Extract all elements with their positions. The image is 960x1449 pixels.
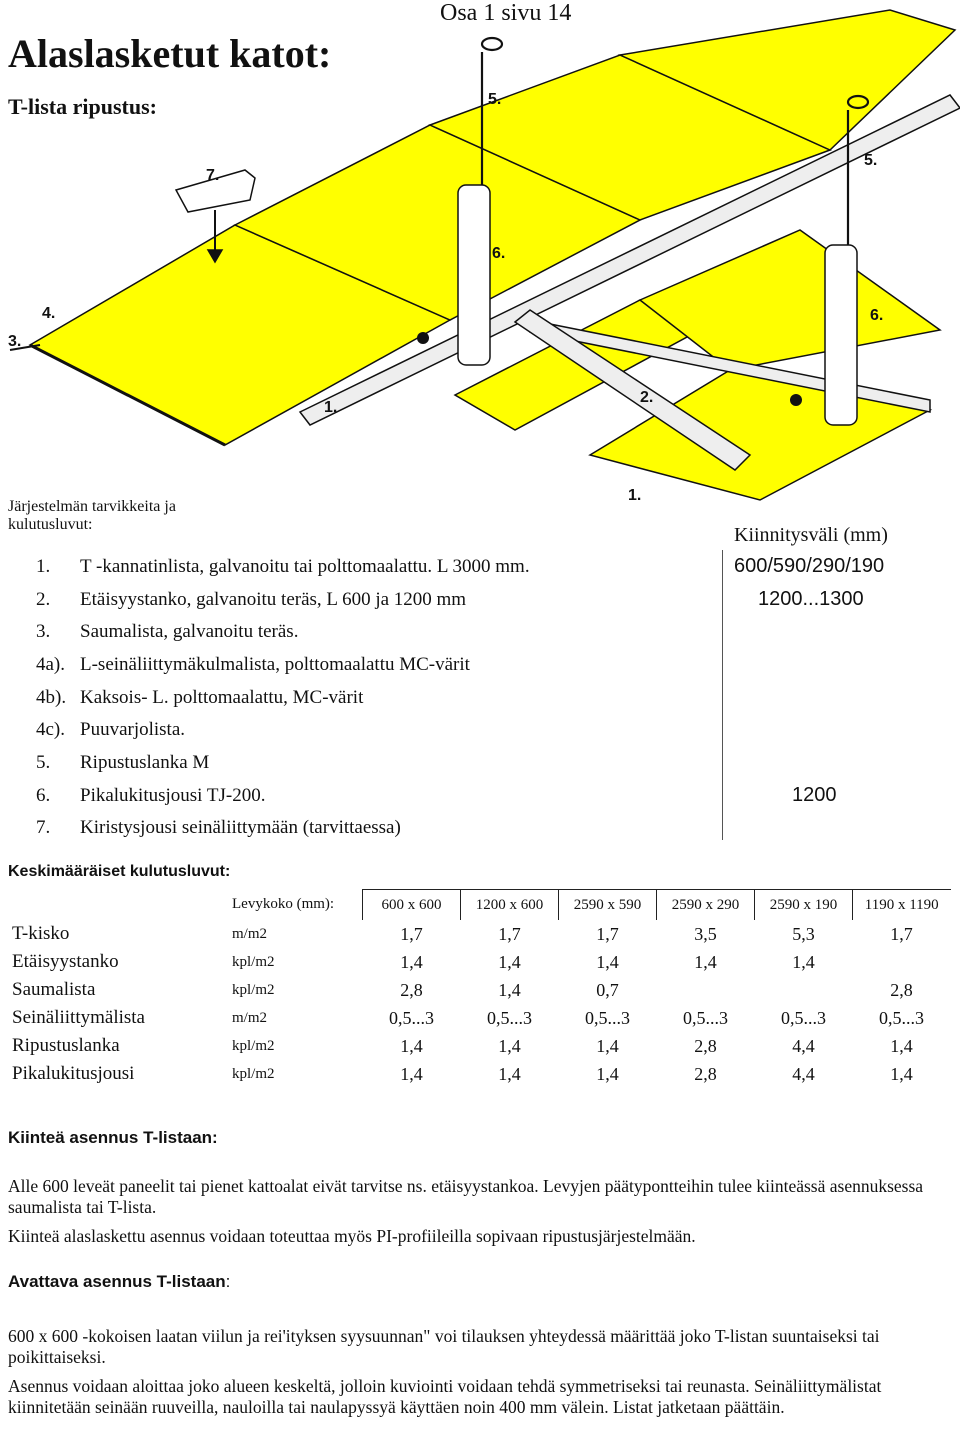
row-unit: kpl/m2 <box>232 953 275 970</box>
diagram-label: 6. <box>492 245 506 262</box>
table-cell: 1,4 <box>400 951 423 972</box>
diagram-label: 3. <box>8 333 22 350</box>
diagram-label: 5. <box>864 152 878 169</box>
consumption-heading: Keskimääräiset kulutusluvut: <box>8 863 231 880</box>
diagram-label: 6. <box>870 307 884 324</box>
size-header: 2590 x 290 <box>657 890 755 921</box>
table-row <box>8 976 951 1004</box>
row-name: Etäisyystanko <box>12 951 119 972</box>
item-text: Kiristysjousi seinäliittymään (tarvittaessa) <box>80 817 401 838</box>
table-cell: 2,8 <box>400 979 423 1000</box>
row-name: Ripustuslanka <box>12 1035 120 1056</box>
fixed-paragraph-1: Alle 600 leveät paneelit tai pienet kattoalat eivät tarvitse ns. etäisyystankoa. Levyjen päätypontteihin tulee kiinteässä asennuksessa saumalista tai T-lista. <box>8 1176 924 1217</box>
table-cell: 1,7 <box>890 923 913 944</box>
table-row <box>8 1060 951 1088</box>
item-text: Pikalukitusjousi TJ-200. <box>80 785 266 806</box>
table-cell: 5,3 <box>792 923 815 944</box>
size-header: 600 x 600 <box>363 890 461 921</box>
table-cell: 1,4 <box>596 1063 619 1084</box>
removable-paragraph-2: Asennus voidaan aloittaa joko alueen keskeltä, jolloin kuviointi voidaan tehdä symmetriseksi tai reunasta. Seinäliittymälistat kiinnitetään seinään ruuveilla, nauloilla tai naulapyssyä käyttäen noin 400 mm välein. Listat jatketaan päättäin. <box>8 1376 882 1417</box>
table-cell: 2,8 <box>694 1063 717 1084</box>
table-cell: 0,5...3 <box>487 1007 532 1028</box>
size-header: 1200 x 600 <box>461 890 559 921</box>
table-cell: 1,4 <box>498 951 521 972</box>
table-cell: 4,4 <box>792 1063 815 1084</box>
table-row <box>8 948 951 976</box>
item-number: 4b). <box>36 687 67 708</box>
item-number: 6. <box>36 785 51 806</box>
table-cell: 1,4 <box>400 1063 423 1084</box>
table-cell: 1,4 <box>596 951 619 972</box>
size-header: 2590 x 190 <box>755 890 853 921</box>
removable-heading-bold: Avattava asennus T-listaan <box>8 1272 226 1291</box>
table-cell: 1,4 <box>694 951 717 972</box>
item-number: 2. <box>36 589 51 610</box>
materials-heading-2: kulutusluvut: <box>8 516 93 533</box>
list-item <box>0 813 960 845</box>
table-cell: 1,4 <box>498 1035 521 1056</box>
table-cell: 1,4 <box>890 1035 913 1056</box>
item-value: 1200 <box>792 784 837 806</box>
removable-heading-rest: : <box>225 1272 231 1291</box>
table-cell: 0,5...3 <box>781 1007 826 1028</box>
table-cell: 1,4 <box>498 1063 521 1084</box>
item-text: Ripustuslanka M <box>80 752 210 773</box>
item-number: 4a). <box>36 654 66 675</box>
item-value: 600/590/290/190 <box>734 555 885 577</box>
size-header: 1190 x 1190 <box>853 890 951 921</box>
table-cell <box>755 976 853 1004</box>
table-cell: 4,4 <box>792 1035 815 1056</box>
table-cell: 0,7 <box>596 979 619 1000</box>
diagram-label: 1. <box>324 399 338 416</box>
diagram-label: 7. <box>206 167 220 184</box>
row-unit: m/m2 <box>232 1009 268 1026</box>
table-cell: 1,7 <box>596 923 619 944</box>
materials-heading: Järjestelmän tarvikkeita ja <box>8 498 176 515</box>
table-cell: 1,4 <box>890 1063 913 1084</box>
page-number: Osa 1 sivu 14 <box>440 0 572 26</box>
list-item <box>0 552 960 584</box>
table-cell: 1,4 <box>596 1035 619 1056</box>
list-item <box>0 585 960 617</box>
table-spacer <box>8 890 232 921</box>
page-title: Alaslasketut katot: <box>8 31 332 76</box>
table-header-row <box>8 890 951 921</box>
item-number: 3. <box>36 621 51 642</box>
fixed-heading: Kiinteä asennus T-listaan: <box>8 1128 218 1147</box>
table-cell: 1,7 <box>498 923 521 944</box>
row-unit: kpl/m2 <box>232 981 275 998</box>
table-cell: 1,4 <box>400 1035 423 1056</box>
table-row <box>8 1032 951 1060</box>
item-number: 5. <box>36 752 51 773</box>
size-header: 2590 x 590 <box>559 890 657 921</box>
interval-header: Kiinnitysväli (mm) <box>734 524 888 546</box>
diagram-label: 4. <box>42 305 56 322</box>
table-row <box>8 1004 951 1032</box>
diagram-label: 1. <box>628 487 642 504</box>
row-name: Pikalukitusjousi <box>12 1063 135 1084</box>
item-number: 1. <box>36 556 51 577</box>
list-item <box>0 748 960 780</box>
diagram-label: 2. <box>640 389 654 406</box>
table-cell: 0,5...3 <box>389 1007 434 1028</box>
row-name: Seinäliittymälista <box>12 1007 145 1028</box>
list-item <box>0 650 960 682</box>
table-cell: 1,4 <box>498 979 521 1000</box>
list-item <box>0 715 960 747</box>
table-cell: 2,8 <box>890 979 913 1000</box>
item-text: Etäisyystanko, galvanoitu teräs, L 600 ja 1200 mm <box>80 589 467 610</box>
fixed-paragraph-2: Kiinteä alaslaskettu asennus voidaan toteuttaa myös PI-profiileilla sopivaan ripustusjärjestelmään. <box>8 1226 696 1246</box>
row-name: Saumalista <box>12 979 96 1000</box>
table-row <box>8 920 951 948</box>
item-text: L-seinäliittymäkulmalista, polttomaalattu MC-värit <box>80 654 470 675</box>
diagram-label: 5. <box>488 91 502 108</box>
row-unit: kpl/m2 <box>232 1037 275 1054</box>
item-number: 7. <box>36 817 51 838</box>
ceiling-panel <box>640 230 940 370</box>
table-cell <box>657 976 755 1004</box>
table-cell: 2,8 <box>694 1035 717 1056</box>
item-text: T -kannatinlista, galvanoitu tai polttomaalattu. L 3000 mm. <box>80 556 530 577</box>
item-text: Kaksois- L. polttomaalattu, MC-värit <box>80 687 364 708</box>
item-number: 4c). <box>36 719 66 740</box>
consumption-table <box>8 889 951 1088</box>
list-item <box>0 781 960 813</box>
size-label: Levykoko (mm): <box>232 896 335 913</box>
row-name: T-kisko <box>12 923 70 944</box>
item-value: 1200...1300 <box>758 588 864 610</box>
removable-paragraph-1: 600 x 600 -kokoisen laatan viilun ja rei'ityksen syysuunnan" voi tilauksen yhteydessä määrittää joko T-listan suuntaiseksi tai poikittaiseksi. <box>8 1326 880 1367</box>
page-subtitle: T-lista ripustus: <box>8 94 157 119</box>
list-item <box>0 617 960 649</box>
table-cell: 1,7 <box>400 923 423 944</box>
table-cell <box>853 948 951 976</box>
table-cell: 0,5...3 <box>585 1007 630 1028</box>
list-item <box>0 683 960 715</box>
removable-heading <box>8 1272 230 1292</box>
item-text: Puuvarjolista. <box>80 719 186 740</box>
item-text: Saumalista, galvanoitu teräs. <box>80 621 299 642</box>
table-cell: 0,5...3 <box>683 1007 728 1028</box>
ceiling-diagram <box>0 0 960 520</box>
table-cell: 1,4 <box>792 951 815 972</box>
table-cell: 0,5...3 <box>879 1007 924 1028</box>
row-unit: m/m2 <box>232 925 268 942</box>
row-unit: kpl/m2 <box>232 1065 275 1082</box>
table-cell: 3,5 <box>694 923 717 944</box>
